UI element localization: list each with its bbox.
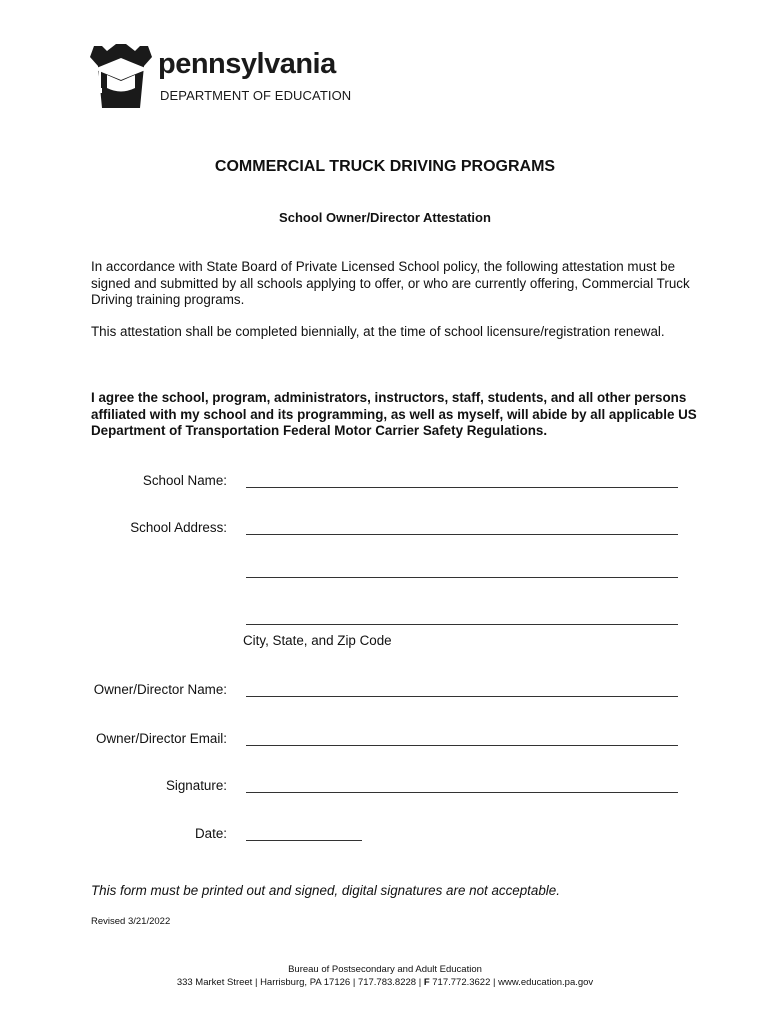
footer-fax-web: 717.772.3622 | www.education.pa.gov (429, 977, 594, 988)
signature-label: Signature: (165, 778, 227, 793)
school-address-field-1[interactable] (246, 534, 678, 535)
footer-fax-letter: F (423, 977, 430, 988)
owner-name-label: Owner/Director Name: (93, 682, 227, 697)
biennial-paragraph: This attestation shall be completed biennially, at the time of school licensure/registration renewal. (91, 324, 665, 339)
footer-address: 333 Market Street | Harrisburg, PA 17126 | 717.783.8228 | (176, 977, 424, 988)
policy-paragraph: In accordance with State Board of Private Licensed School policy, the following attestation must be signed and submitted by all schools applying to offer, or who are currently offering, Commercial Truck Driving training programs. (91, 259, 690, 307)
agreement-statement: I agree the school, program, administrators, instructors, staff, students, and all other persons affiliated with my school and its programming, as well as myself, will abide by all applicable US Department of Transportation Federal Motor Carrier Safety Regulations. (91, 390, 697, 438)
school-name-label: School Name: (142, 473, 227, 488)
logo-department: DEPARTMENT OF EDUCATION (160, 88, 352, 103)
owner-email-field[interactable] (246, 745, 678, 746)
school-name-field[interactable] (246, 487, 678, 488)
pa-education-logo (90, 44, 350, 114)
school-address-field-3[interactable] (246, 624, 678, 625)
logo-wordmark: pennsylvania (158, 48, 336, 80)
school-address-label: School Address: (130, 520, 227, 535)
document-title: COMMERCIAL TRUCK DRIVING PROGRAMS (214, 158, 556, 175)
owner-email-label: Owner/Director Email: (96, 731, 227, 746)
owner-name-field[interactable] (246, 696, 678, 697)
document-subtitle: School Owner/Director Attestation (279, 210, 491, 225)
date-label: Date: (194, 826, 227, 841)
footer-bureau: Bureau of Postsecondary and Adult Education (288, 964, 482, 975)
revision-date: Revised 3/21/2022 (91, 916, 171, 927)
date-field[interactable] (246, 840, 362, 841)
keystone-graduation-cap-icon (90, 44, 152, 110)
footer-contact (0, 977, 770, 988)
print-sign-notice: This form must be printed out and signed, digital signatures are not acceptable. (91, 883, 560, 898)
signature-field[interactable] (246, 792, 678, 793)
school-address-field-2[interactable] (246, 577, 678, 578)
city-state-zip-caption: City, State, and Zip Code (243, 633, 392, 648)
